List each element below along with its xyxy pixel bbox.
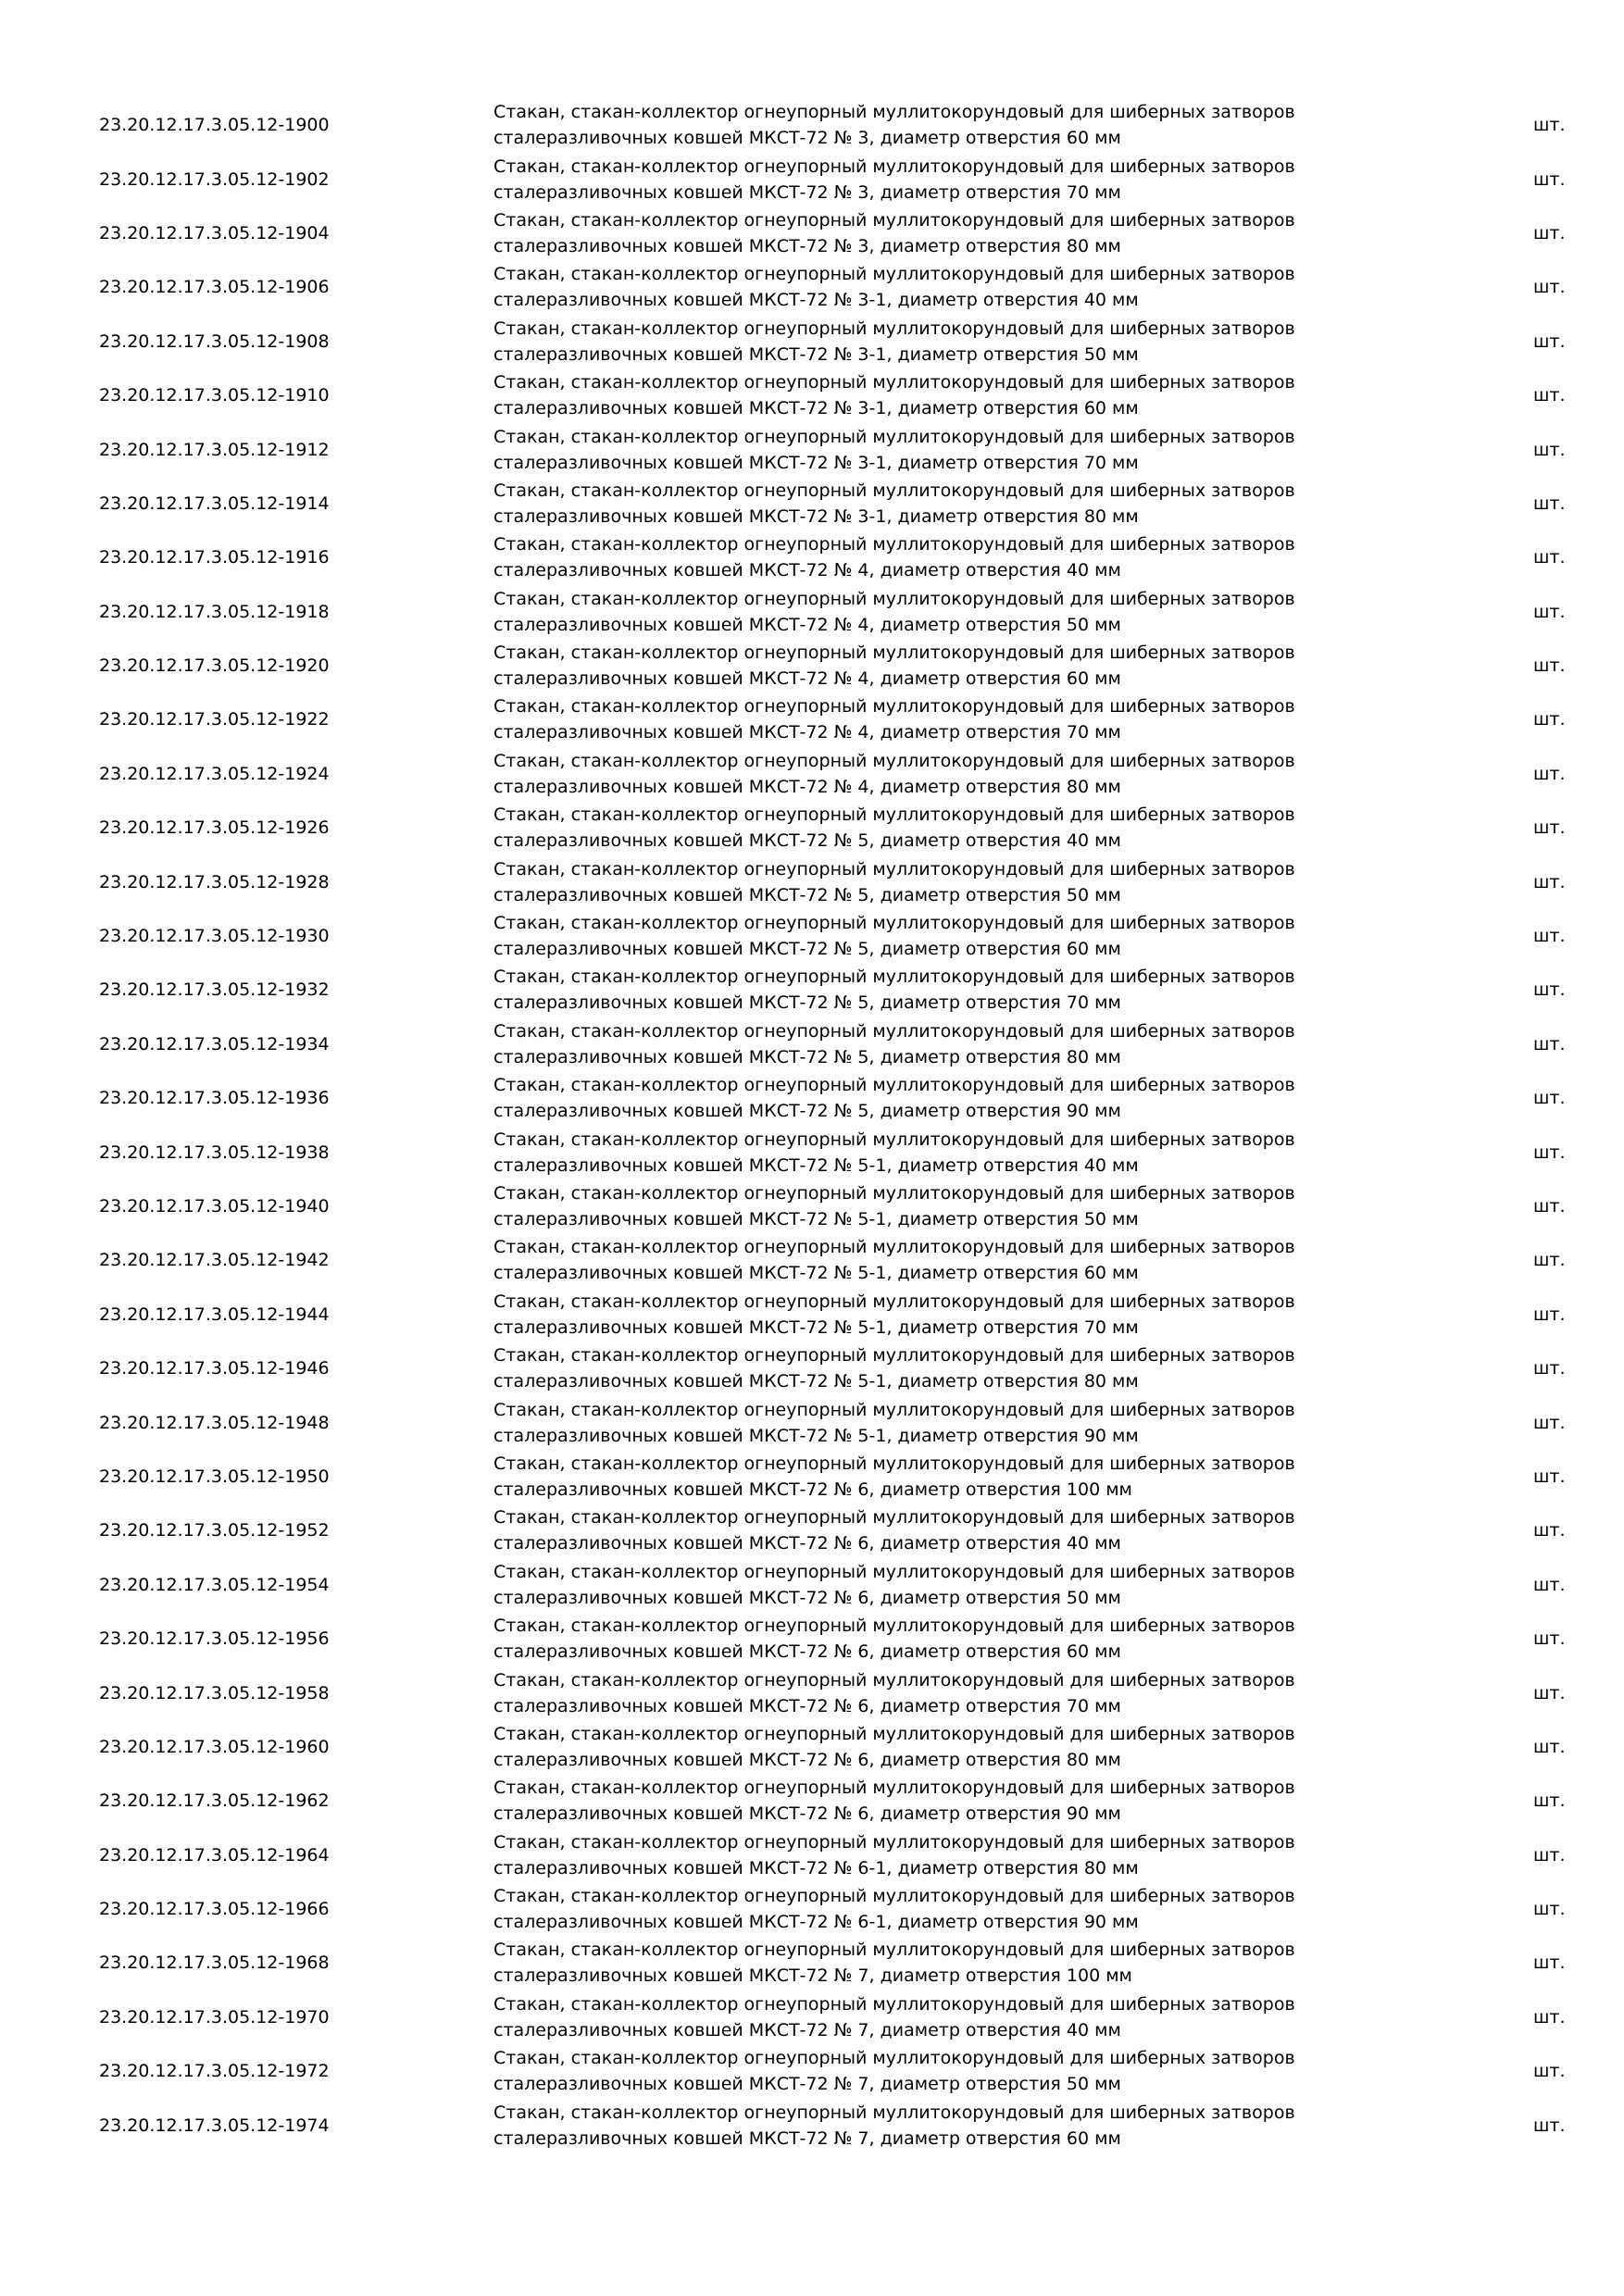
item-code: 23.20.12.17.3.05.12-1942 xyxy=(99,1250,330,1271)
table-row xyxy=(0,1395,1624,1449)
description-line-2: сталеразливочных ковшей МКСТ-72 № 5-1, диаметр отверстия 70 мм xyxy=(493,1316,1139,1338)
description-line-2: сталеразливочных ковшей МКСТ-72 № 6, диаметр отверстия 60 мм xyxy=(493,1641,1121,1663)
table-row xyxy=(0,909,1624,963)
item-unit: шт. xyxy=(1533,439,1566,460)
item-description xyxy=(493,910,1466,962)
description-line-1: Стакан, стакан-коллектор огнеупорный муллитокорундовый для шиберных затворов xyxy=(493,156,1295,177)
item-description xyxy=(493,1775,1466,1827)
item-unit: шт. xyxy=(1533,1628,1566,1650)
item-unit: шт. xyxy=(1533,1088,1566,1109)
item-description xyxy=(493,1667,1466,1719)
description-line-1: Стакан, стакан-коллектор огнеупорный муллитокорундовый для шиберных затворов xyxy=(493,1723,1295,1744)
table-row xyxy=(0,801,1624,855)
description-line-2: сталеразливочных ковшей МКСТ-72 № 3-1, диаметр отверстия 70 мм xyxy=(493,452,1139,473)
item-description xyxy=(493,1451,1466,1503)
table-row xyxy=(0,693,1624,746)
item-unit: шт. xyxy=(1533,601,1566,622)
description-line-1: Стакан, стакан-коллектор огнеупорный муллитокорундовый для шиберных затворов xyxy=(493,1129,1295,1150)
item-unit: шт. xyxy=(1533,655,1566,677)
description-line-1: Стакан, стакан-коллектор огнеупорный муллитокорундовый для шиберных затворов xyxy=(493,209,1295,231)
description-line-2: сталеразливочных ковшей МКСТ-72 № 5-1, диаметр отверстия 80 мм xyxy=(493,1371,1139,1392)
description-line-2: сталеразливочных ковшей МКСТ-72 № 5-1, диаметр отверстия 90 мм xyxy=(493,1425,1139,1446)
description-line-1: Стакан, стакан-коллектор огнеупорный муллитокорундовый для шиберных затворов xyxy=(493,967,1295,988)
item-unit: шт. xyxy=(1533,926,1566,947)
description-line-1: Стакан, стакан-коллектор огнеупорный муллитокорундовый для шиберных затворов xyxy=(493,1183,1295,1204)
table-row xyxy=(0,206,1624,260)
item-code: 23.20.12.17.3.05.12-1920 xyxy=(99,655,330,677)
item-unit: шт. xyxy=(1533,547,1566,568)
item-code: 23.20.12.17.3.05.12-1916 xyxy=(99,547,330,568)
item-code: 23.20.12.17.3.05.12-1908 xyxy=(99,331,330,352)
item-unit: шт. xyxy=(1533,1844,1566,1866)
table-row xyxy=(0,1179,1624,1233)
item-description xyxy=(493,1180,1466,1232)
description-line-2: сталеразливочных ковшей МКСТ-72 № 6, диаметр отверстия 70 мм xyxy=(493,1695,1121,1716)
description-line-2: сталеразливочных ковшей МКСТ-72 № 5, диаметр отверстия 50 мм xyxy=(493,884,1121,905)
description-line-1: Стакан, стакан-коллектор огнеупорный муллитокорундовый для шиберных затворов xyxy=(493,643,1295,664)
table-row xyxy=(0,1233,1624,1287)
item-unit: шт. xyxy=(1533,2115,1566,2136)
item-description xyxy=(493,856,1466,908)
table-row xyxy=(0,639,1624,693)
item-code: 23.20.12.17.3.05.12-1922 xyxy=(99,709,330,730)
item-unit: шт. xyxy=(1533,980,1566,1001)
item-description xyxy=(493,2100,1466,2152)
item-code: 23.20.12.17.3.05.12-1938 xyxy=(99,1142,330,1163)
item-code: 23.20.12.17.3.05.12-1900 xyxy=(99,115,330,136)
item-unit: шт. xyxy=(1533,115,1566,136)
item-description xyxy=(493,1289,1466,1341)
item-description xyxy=(493,1937,1466,1989)
item-description xyxy=(493,154,1466,206)
item-description xyxy=(493,1613,1466,1665)
item-description xyxy=(493,964,1466,1016)
description-line-1: Стакан, стакан-коллектор огнеупорный муллитокорундовый для шиберных затворов xyxy=(493,372,1295,393)
description-line-2: сталеразливочных ковшей МКСТ-72 № 3-1, диаметр отверстия 50 мм xyxy=(493,343,1139,365)
description-line-1: Стакан, стакан-коллектор огнеупорный муллитокорундовый для шиберных затворов xyxy=(493,480,1295,501)
description-line-2: сталеразливочных ковшей МКСТ-72 № 5, диаметр отверстия 80 мм xyxy=(493,1046,1121,1067)
item-description xyxy=(493,261,1466,313)
table-row xyxy=(0,585,1624,639)
item-description xyxy=(493,424,1466,476)
description-line-1: Стакан, стакан-коллектор огнеупорный муллитокорундовый для шиберных затворов xyxy=(493,1778,1295,1799)
description-line-1: Стакан, стакан-коллектор огнеупорный муллитокорундовый для шиберных затворов xyxy=(493,1886,1295,1907)
description-line-1: Стакан, стакан-коллектор огнеупорный муллитокорундовый для шиберных затворов xyxy=(493,534,1295,555)
description-line-2: сталеразливочных ковшей МКСТ-72 № 3-1, диаметр отверстия 60 мм xyxy=(493,398,1139,419)
item-code: 23.20.12.17.3.05.12-1954 xyxy=(99,1574,330,1595)
item-unit: шт. xyxy=(1533,1304,1566,1325)
table-row xyxy=(0,477,1624,530)
table-row xyxy=(0,1990,1624,2044)
item-description xyxy=(493,693,1466,745)
description-line-2: сталеразливочных ковшей МКСТ-72 № 6, диаметр отверстия 80 мм xyxy=(493,1749,1121,1770)
table-row xyxy=(0,1774,1624,1828)
item-unit: шт. xyxy=(1533,817,1566,839)
item-unit: шт. xyxy=(1533,709,1566,730)
item-code: 23.20.12.17.3.05.12-1910 xyxy=(99,385,330,406)
item-unit: шт. xyxy=(1533,2061,1566,2082)
description-line-1: Стакан, стакан-коллектор огнеупорный муллитокорундовый для шиберных затворов xyxy=(493,1940,1295,1961)
item-code: 23.20.12.17.3.05.12-1930 xyxy=(99,926,330,947)
item-description xyxy=(493,1504,1466,1556)
description-line-2: сталеразливочных ковшей МКСТ-72 № 5-1, диаметр отверстия 50 мм xyxy=(493,1209,1139,1229)
description-line-2: сталеразливочных ковшей МКСТ-72 № 4, диаметр отверстия 50 мм xyxy=(493,614,1121,635)
item-description xyxy=(493,369,1466,421)
item-unit: шт. xyxy=(1533,222,1566,243)
description-line-1: Стакан, стакан-коллектор огнеупорный муллитокорундовый для шиберных затворов xyxy=(493,1669,1295,1691)
item-unit: шт. xyxy=(1533,1196,1566,1217)
description-line-1: Стакан, стакан-коллектор огнеупорный муллитокорундовый для шиберных затворов xyxy=(493,858,1295,880)
description-line-2: сталеразливочных ковшей МКСТ-72 № 5, диаметр отверстия 70 мм xyxy=(493,992,1121,1014)
item-unit: шт. xyxy=(1533,1250,1566,1271)
table-row xyxy=(0,98,1624,152)
description-line-2: сталеразливочных ковшей МКСТ-72 № 3, диаметр отверстия 60 мм xyxy=(493,128,1121,149)
item-code: 23.20.12.17.3.05.12-1934 xyxy=(99,1033,330,1054)
description-line-2: сталеразливочных ковшей МКСТ-72 № 7, диаметр отверстия 50 мм xyxy=(493,2074,1121,2095)
table-row xyxy=(0,1071,1624,1125)
price-table xyxy=(0,98,1624,2152)
description-line-1: Стакан, стакан-коллектор огнеупорный муллитокорундовый для шиберных затворов xyxy=(493,696,1295,718)
description-line-2: сталеразливочных ковшей МКСТ-72 № 5-1, диаметр отверстия 60 мм xyxy=(493,1263,1139,1284)
item-code: 23.20.12.17.3.05.12-1926 xyxy=(99,817,330,839)
description-line-1: Стакан, стакан-коллектор огнеупорный муллитокорундовый для шиберных затворов xyxy=(493,318,1295,339)
item-description xyxy=(493,1721,1466,1773)
item-code: 23.20.12.17.3.05.12-1918 xyxy=(99,601,330,622)
description-line-2: сталеразливочных ковшей МКСТ-72 № 6, диаметр отверстия 50 мм xyxy=(493,1587,1121,1608)
description-line-1: Стакан, стакан-коллектор огнеупорный муллитокорундовый для шиберных затворов xyxy=(493,1453,1295,1474)
table-row xyxy=(0,1017,1624,1071)
table-row xyxy=(0,1720,1624,1774)
description-line-2: сталеразливочных ковшей МКСТ-72 № 5, диаметр отверстия 40 мм xyxy=(493,830,1121,852)
item-unit: шт. xyxy=(1533,1736,1566,1757)
item-unit: шт. xyxy=(1533,1899,1566,1920)
description-line-1: Стакан, стакан-коллектор огнеупорный муллитокорундовый для шиберных затворов xyxy=(493,2048,1295,2069)
item-code: 23.20.12.17.3.05.12-1964 xyxy=(99,1844,330,1866)
description-line-1: Стакан, стакан-коллектор огнеупорный муллитокорундовый для шиберных затворов xyxy=(493,1291,1295,1312)
item-code: 23.20.12.17.3.05.12-1912 xyxy=(99,439,330,460)
table-row xyxy=(0,2044,1624,2098)
description-line-1: Стакан, стакан-коллектор огнеупорный муллитокорундовый для шиберных затворов xyxy=(493,588,1295,609)
description-line-1: Стакан, стакан-коллектор огнеупорный муллитокорундовый для шиберных затворов xyxy=(493,426,1295,447)
item-unit: шт. xyxy=(1533,493,1566,514)
item-description xyxy=(493,478,1466,530)
description-line-1: Стакан, стакан-коллектор огнеупорный муллитокорундовый для шиберных затворов xyxy=(493,1399,1295,1420)
description-line-1: Стакан, стакан-коллектор огнеупорный муллитокорундовый для шиберных затворов xyxy=(493,102,1295,123)
item-description xyxy=(493,1397,1466,1449)
item-code: 23.20.12.17.3.05.12-1948 xyxy=(99,1412,330,1433)
item-code: 23.20.12.17.3.05.12-1936 xyxy=(99,1088,330,1109)
table-row xyxy=(0,1828,1624,1882)
item-code: 23.20.12.17.3.05.12-1928 xyxy=(99,871,330,892)
item-unit: шт. xyxy=(1533,1466,1566,1487)
item-description xyxy=(493,1559,1466,1611)
item-code: 23.20.12.17.3.05.12-1958 xyxy=(99,1682,330,1703)
description-line-1: Стакан, стакан-коллектор огнеупорный муллитокорундовый для шиберных затворов xyxy=(493,750,1295,771)
item-code: 23.20.12.17.3.05.12-1914 xyxy=(99,493,330,514)
item-unit: шт. xyxy=(1533,1033,1566,1054)
item-description xyxy=(493,1342,1466,1394)
item-code: 23.20.12.17.3.05.12-1904 xyxy=(99,222,330,243)
description-line-2: сталеразливочных ковшей МКСТ-72 № 3-1, диаметр отверстия 80 мм xyxy=(493,505,1139,527)
description-line-2: сталеразливочных ковшей МКСТ-72 № 3-1, диаметр отверстия 40 мм xyxy=(493,290,1139,311)
item-code: 23.20.12.17.3.05.12-1962 xyxy=(99,1791,330,1812)
table-row xyxy=(0,1612,1624,1666)
item-description xyxy=(493,207,1466,259)
item-description xyxy=(493,1883,1466,1935)
description-line-2: сталеразливочных ковшей МКСТ-72 № 7, диаметр отверстия 40 мм xyxy=(493,2019,1121,2040)
item-description xyxy=(493,99,1466,151)
item-unit: шт. xyxy=(1533,1520,1566,1541)
item-description xyxy=(493,1127,1466,1179)
description-line-2: сталеразливочных ковшей МКСТ-72 № 7, диаметр отверстия 60 мм xyxy=(493,2128,1121,2149)
item-description xyxy=(493,531,1466,583)
description-line-1: Стакан, стакан-коллектор огнеупорный муллитокорундовый для шиберных затворов xyxy=(493,1507,1295,1529)
item-unit: шт. xyxy=(1533,1953,1566,1974)
description-line-2: сталеразливочных ковшей МКСТ-72 № 6, диаметр отверстия 40 мм xyxy=(493,1533,1121,1554)
description-line-2: сталеразливочных ковшей МКСТ-72 № 4, диаметр отверстия 70 мм xyxy=(493,722,1121,743)
item-code: 23.20.12.17.3.05.12-1960 xyxy=(99,1736,330,1757)
description-line-2: сталеразливочных ковшей МКСТ-72 № 5, диаметр отверстия 90 мм xyxy=(493,1101,1121,1122)
table-row xyxy=(0,1882,1624,1936)
item-unit: шт. xyxy=(1533,168,1566,190)
description-line-1: Стакан, стакан-коллектор огнеупорный муллитокорундовый для шиберных затворов xyxy=(493,1561,1295,1582)
table-row xyxy=(0,2098,1624,2152)
table-row xyxy=(0,152,1624,206)
item-description xyxy=(493,2045,1466,2097)
description-line-1: Стакан, стакан-коллектор огнеупорный муллитокорундовый для шиберных затворов xyxy=(493,805,1295,826)
table-row xyxy=(0,747,1624,801)
description-line-1: Стакан, стакан-коллектор огнеупорный муллитокорундовый для шиберных затворов xyxy=(493,264,1295,285)
description-line-1: Стакан, стакан-коллектор огнеупорный муллитокорундовый для шиберных затворов xyxy=(493,1075,1295,1096)
description-line-1: Стакан, стакан-коллектор огнеупорный муллитокорундовый для шиберных затворов xyxy=(493,1831,1295,1853)
table-row xyxy=(0,422,1624,476)
item-code: 23.20.12.17.3.05.12-1924 xyxy=(99,763,330,784)
item-description xyxy=(493,748,1466,800)
item-unit: шт. xyxy=(1533,385,1566,406)
item-code: 23.20.12.17.3.05.12-1932 xyxy=(99,980,330,1001)
table-row xyxy=(0,1558,1624,1612)
item-unit: шт. xyxy=(1533,1358,1566,1379)
description-line-1: Стакан, стакан-коллектор огнеупорный муллитокорундовый для шиберных затворов xyxy=(493,1020,1295,1042)
table-row xyxy=(0,963,1624,1017)
description-line-2: сталеразливочных ковшей МКСТ-72 № 5-1, диаметр отверстия 40 мм xyxy=(493,1154,1139,1176)
description-line-2: сталеразливочных ковшей МКСТ-72 № 6-1, диаметр отверстия 90 мм xyxy=(493,1912,1139,1933)
item-code: 23.20.12.17.3.05.12-1940 xyxy=(99,1196,330,1217)
item-unit: шт. xyxy=(1533,1682,1566,1703)
description-line-2: сталеразливочных ковшей МКСТ-72 № 6, диаметр отверстия 90 мм xyxy=(493,1803,1121,1825)
item-code: 23.20.12.17.3.05.12-1944 xyxy=(99,1304,330,1325)
item-unit: шт. xyxy=(1533,277,1566,298)
item-description xyxy=(493,1829,1466,1881)
item-code: 23.20.12.17.3.05.12-1946 xyxy=(99,1358,330,1379)
item-code: 23.20.12.17.3.05.12-1970 xyxy=(99,2006,330,2028)
description-line-2: сталеразливочных ковшей МКСТ-72 № 6, диаметр отверстия 100 мм xyxy=(493,1479,1132,1500)
item-code: 23.20.12.17.3.05.12-1974 xyxy=(99,2115,330,2136)
item-description xyxy=(493,640,1466,692)
item-code: 23.20.12.17.3.05.12-1902 xyxy=(99,168,330,190)
table-row xyxy=(0,260,1624,314)
description-line-2: сталеразливочных ковшей МКСТ-72 № 6-1, диаметр отверстия 80 мм xyxy=(493,1857,1139,1878)
item-description xyxy=(493,586,1466,638)
table-row xyxy=(0,368,1624,422)
item-unit: шт. xyxy=(1533,331,1566,352)
item-unit: шт. xyxy=(1533,871,1566,892)
table-row xyxy=(0,1936,1624,1990)
description-line-1: Стакан, стакан-коллектор огнеупорный муллитокорундовый для шиберных затворов xyxy=(493,1345,1295,1366)
description-line-2: сталеразливочных ковшей МКСТ-72 № 3, диаметр отверстия 80 мм xyxy=(493,235,1121,256)
description-line-2: сталеразливочных ковшей МКСТ-72 № 4, диаметр отверстия 40 мм xyxy=(493,560,1121,581)
table-row xyxy=(0,855,1624,908)
item-code: 23.20.12.17.3.05.12-1906 xyxy=(99,277,330,298)
item-unit: шт. xyxy=(1533,1412,1566,1433)
table-row xyxy=(0,1666,1624,1719)
table-row xyxy=(0,1450,1624,1504)
item-code: 23.20.12.17.3.05.12-1950 xyxy=(99,1466,330,1487)
item-description xyxy=(493,1234,1466,1286)
description-line-1: Стакан, стакан-коллектор огнеупорный муллитокорундовый для шиберных затворов xyxy=(493,913,1295,934)
description-line-2: сталеразливочных ковшей МКСТ-72 № 4, диаметр отверстия 60 мм xyxy=(493,668,1121,690)
description-line-2: сталеразливочных ковшей МКСТ-72 № 7, диаметр отверстия 100 мм xyxy=(493,1965,1132,1987)
description-line-1: Стакан, стакан-коллектор огнеупорный муллитокорундовый для шиберных затворов xyxy=(493,1237,1295,1258)
item-description xyxy=(493,316,1466,368)
item-code: 23.20.12.17.3.05.12-1972 xyxy=(99,2061,330,2082)
item-code: 23.20.12.17.3.05.12-1952 xyxy=(99,1520,330,1541)
item-description xyxy=(493,1072,1466,1124)
table-row xyxy=(0,530,1624,584)
table-row xyxy=(0,1341,1624,1395)
item-code: 23.20.12.17.3.05.12-1966 xyxy=(99,1899,330,1920)
table-row xyxy=(0,1288,1624,1341)
description-line-1: Стакан, стакан-коллектор огнеупорный муллитокорундовый для шиберных затворов xyxy=(493,2102,1295,2123)
item-code: 23.20.12.17.3.05.12-1968 xyxy=(99,1953,330,1974)
item-unit: шт. xyxy=(1533,1574,1566,1595)
item-unit: шт. xyxy=(1533,1791,1566,1812)
description-line-2: сталеразливочных ковшей МКСТ-72 № 3, диаметр отверстия 70 мм xyxy=(493,181,1121,203)
item-code: 23.20.12.17.3.05.12-1956 xyxy=(99,1628,330,1650)
description-line-2: сталеразливочных ковшей МКСТ-72 № 5, диаметр отверстия 60 мм xyxy=(493,939,1121,960)
table-row xyxy=(0,315,1624,368)
item-unit: шт. xyxy=(1533,763,1566,784)
table-row xyxy=(0,1504,1624,1557)
description-line-2: сталеразливочных ковшей МКСТ-72 № 4, диаметр отверстия 80 мм xyxy=(493,776,1121,797)
table-row xyxy=(0,1125,1624,1179)
description-line-1: Стакан, стакан-коллектор огнеупорный муллитокорундовый для шиберных затворов xyxy=(493,1616,1295,1637)
item-description xyxy=(493,1991,1466,2043)
item-description xyxy=(493,1018,1466,1070)
description-line-1: Стакан, стакан-коллектор огнеупорный муллитокорундовый для шиберных затворов xyxy=(493,1993,1295,2015)
item-unit: шт. xyxy=(1533,2006,1566,2028)
item-description xyxy=(493,802,1466,854)
item-unit: шт. xyxy=(1533,1142,1566,1163)
